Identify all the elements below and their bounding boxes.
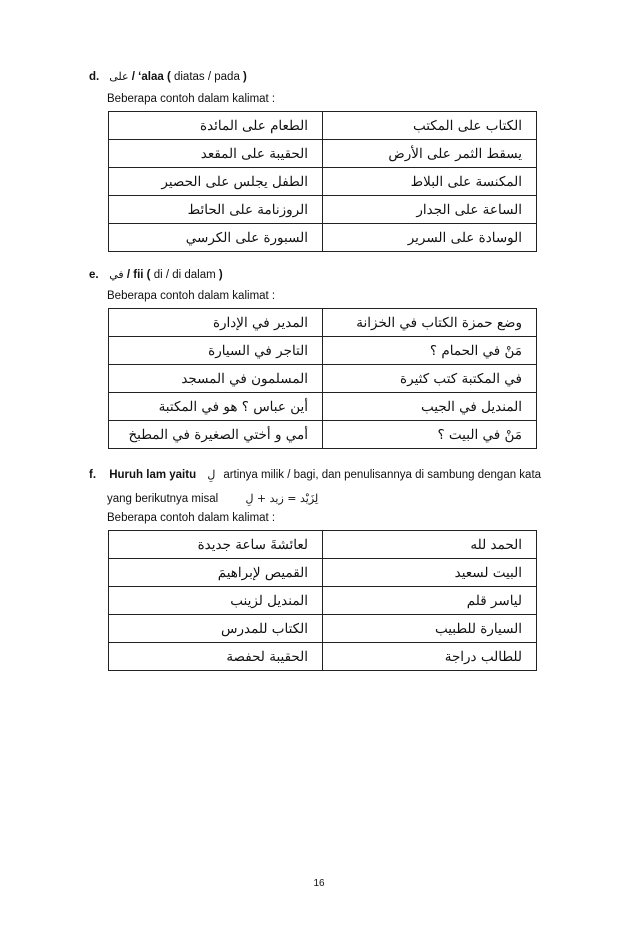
table-row bbox=[109, 559, 537, 587]
table-cell: المسلمون في المسجد bbox=[109, 365, 323, 393]
table-row bbox=[109, 615, 537, 643]
table-row bbox=[109, 196, 537, 224]
table-cell: أمي و أختي الصغيرة في المطبخ bbox=[109, 421, 323, 449]
table-cell: التاجر في السيارة bbox=[109, 337, 323, 365]
section-d-heading: d. على / ‘alaa ( diatas / pada ) bbox=[89, 70, 247, 83]
table-cell: الحمد لله bbox=[323, 531, 537, 559]
section-letter: e. bbox=[89, 269, 99, 281]
table-cell: المكنسة على البلاط bbox=[323, 168, 537, 196]
section-description: artinya milik / bagi, dan penulisannya di sambung dengan kata bbox=[223, 469, 542, 481]
table-cell: وضع حمزة الكتاب في الخزانة bbox=[323, 309, 537, 337]
transliteration: ‘alaa bbox=[138, 71, 164, 83]
lam-letter: لِ bbox=[207, 468, 216, 481]
section-f-line2: yang berikutnya misal لِزَيْد = زيد + لِ bbox=[107, 492, 319, 505]
table-cell: السيارة للطبيب bbox=[323, 615, 537, 643]
table-cell: الكتاب على المكتب bbox=[323, 112, 537, 140]
section-letter: d. bbox=[89, 71, 100, 83]
table-cell: الطفل يجلس على الحصير bbox=[109, 168, 323, 196]
table-row bbox=[109, 587, 537, 615]
meaning: diatas / pada bbox=[173, 71, 240, 83]
table-cell: للطالب دراجة bbox=[323, 643, 537, 671]
table-row bbox=[109, 421, 537, 449]
table-cell: الكتاب للمدرس bbox=[109, 615, 323, 643]
table-cell: مَنْ في البيت ؟ bbox=[323, 421, 537, 449]
table-cell: الحقيبة على المقعد bbox=[109, 140, 323, 168]
table-cell: المنديل لزينب bbox=[109, 587, 323, 615]
section-d-intro: Beberapa contoh dalam kalimat : bbox=[107, 93, 276, 105]
table-cell: الساعة على الجدار bbox=[323, 196, 537, 224]
section-f-intro: Beberapa contoh dalam kalimat : bbox=[107, 512, 276, 524]
table-cell: لعائشةَ ساعة جديدة bbox=[109, 531, 323, 559]
transliteration: fii bbox=[133, 269, 144, 281]
table-cell: القميص لإبراهيمَ bbox=[109, 559, 323, 587]
section-title: Huruh lam yaitu bbox=[109, 469, 197, 481]
table-row bbox=[109, 140, 537, 168]
section-f-heading bbox=[89, 468, 541, 481]
table-cell: السبورة على الكرسي bbox=[109, 224, 323, 252]
table-row bbox=[109, 393, 537, 421]
arabic-word: على bbox=[109, 70, 129, 83]
section-f-table bbox=[108, 530, 537, 671]
table-cell: الحقيبة لحفصة bbox=[109, 643, 323, 671]
table-row bbox=[109, 112, 537, 140]
lam-example: لِزَيْد = زيد + لِ bbox=[245, 492, 319, 505]
table-cell: الطعام على المائدة bbox=[109, 112, 323, 140]
section-d-table bbox=[108, 111, 537, 252]
section-e-heading: e. في / fii ( di / di dalam ) bbox=[89, 268, 223, 281]
table-cell: لياسر قلم bbox=[323, 587, 537, 615]
table-row bbox=[109, 224, 537, 252]
table-cell: في المكتبة كتب كثيرة bbox=[323, 365, 537, 393]
table-cell: يسقط الثمر على الأرض bbox=[323, 140, 537, 168]
arabic-word: في bbox=[109, 268, 124, 281]
section-letter: f. bbox=[89, 469, 97, 481]
section-e-table bbox=[108, 308, 537, 449]
table-cell: المنديل في الجيب bbox=[323, 393, 537, 421]
page-number: 16 bbox=[313, 878, 325, 889]
table-cell: أين عباس ؟ هو في المكتبة bbox=[109, 393, 323, 421]
table-row bbox=[109, 337, 537, 365]
table-row bbox=[109, 531, 537, 559]
table-cell: الروزنامة على الحائط bbox=[109, 196, 323, 224]
table-row bbox=[109, 168, 537, 196]
meaning: di / di dalam bbox=[153, 269, 216, 281]
table-row bbox=[109, 643, 537, 671]
table-cell: المدير في الإدارة bbox=[109, 309, 323, 337]
table-row bbox=[109, 365, 537, 393]
table-row bbox=[109, 309, 537, 337]
table-cell: مَنْ في الحمام ؟ bbox=[323, 337, 537, 365]
table-cell: الوسادة على السرير bbox=[323, 224, 537, 252]
section-e-intro: Beberapa contoh dalam kalimat : bbox=[107, 290, 276, 302]
table-cell: البيت لسعيد bbox=[323, 559, 537, 587]
